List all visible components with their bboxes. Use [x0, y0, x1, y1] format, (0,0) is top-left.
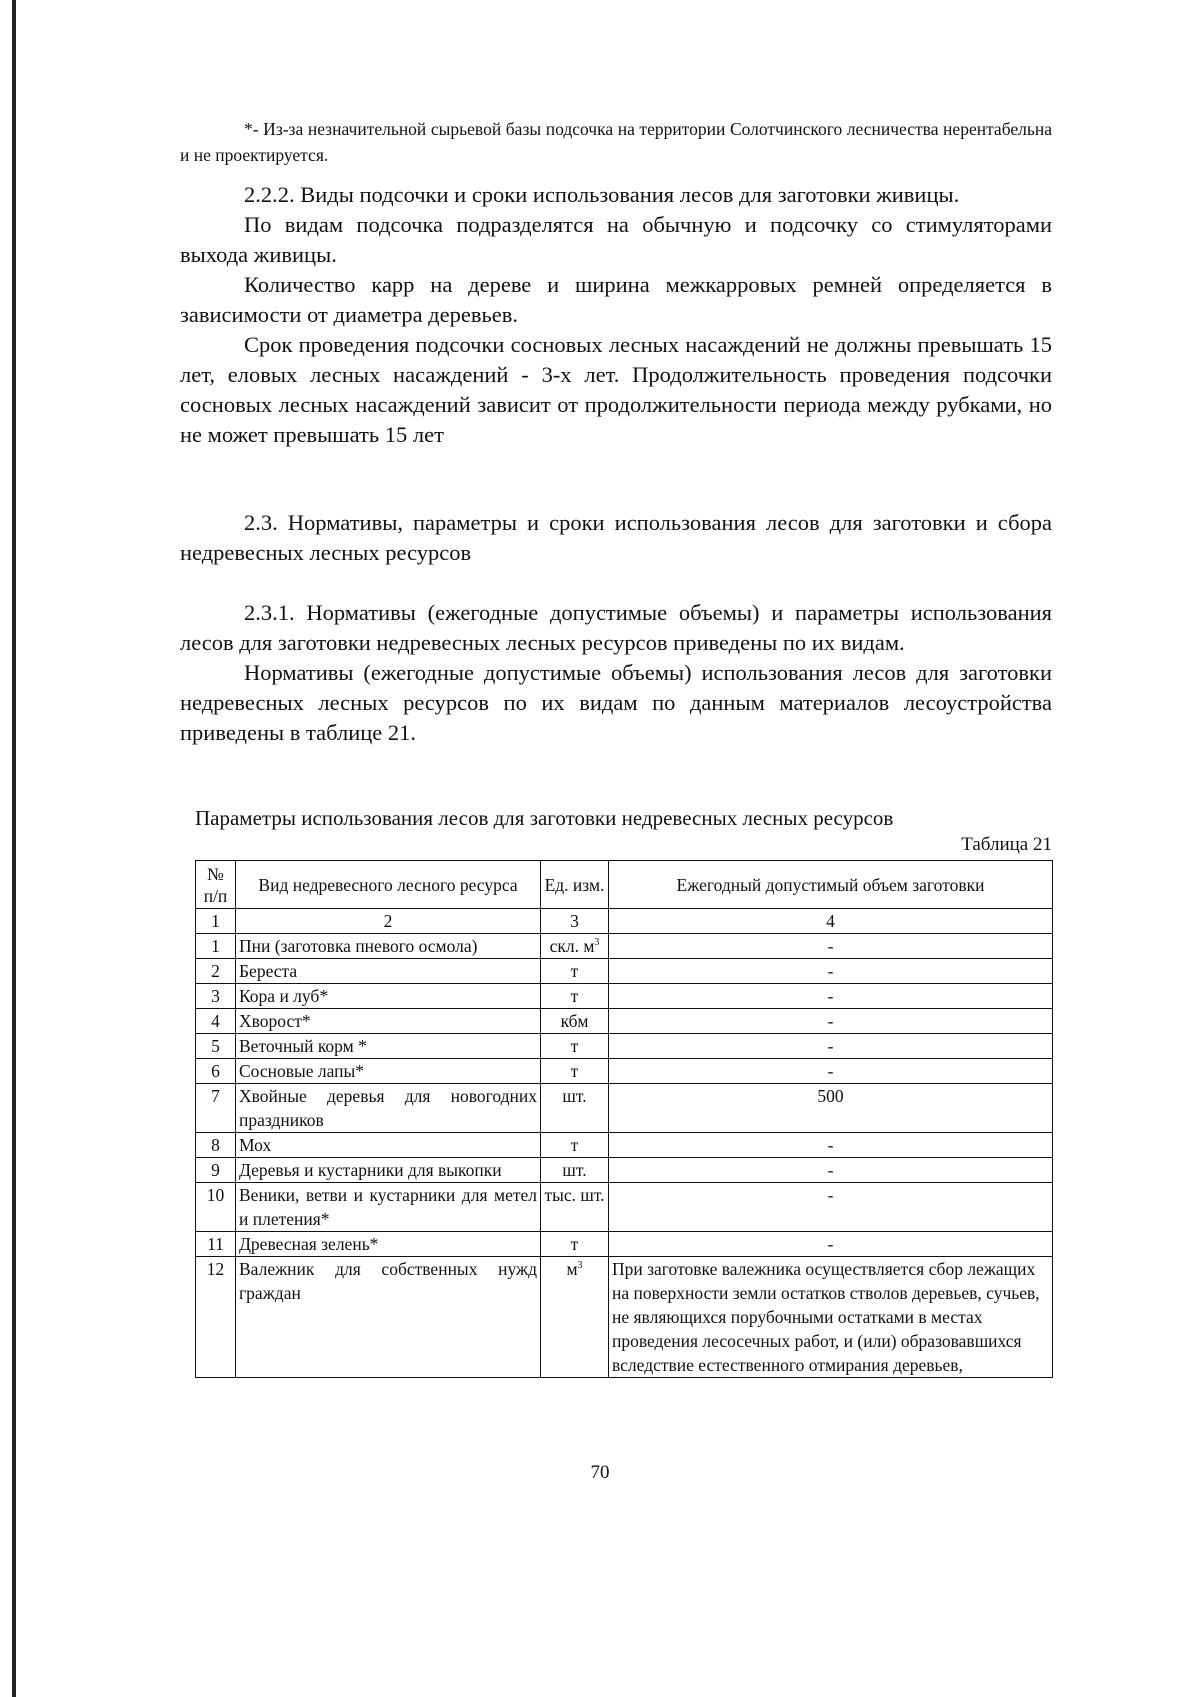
- unit: [541, 934, 609, 959]
- unit-superscript: 3: [577, 1260, 583, 1272]
- row-number: 2: [196, 959, 236, 984]
- unit-text: шт.: [562, 1160, 587, 1180]
- unit: [541, 1158, 609, 1183]
- unit-text: м: [566, 1259, 578, 1279]
- table-row: [196, 984, 1053, 1009]
- row-number: 8: [196, 1133, 236, 1158]
- annual-volume: -: [609, 1059, 1053, 1084]
- resource-name: Веточный корм *: [236, 1034, 541, 1059]
- unit: [541, 1232, 609, 1257]
- table-row: [196, 1232, 1053, 1257]
- section-2-2-2: [180, 180, 1052, 450]
- header-number: № п/п: [196, 861, 236, 909]
- annual-volume: -: [609, 959, 1053, 984]
- row-number: 11: [196, 1232, 236, 1257]
- col-number: 1: [196, 909, 236, 934]
- row-number: 7: [196, 1084, 236, 1133]
- unit: [541, 1183, 609, 1232]
- row-number: 1: [196, 934, 236, 959]
- annual-volume: -: [609, 1034, 1053, 1059]
- annual-volume: -: [609, 1183, 1053, 1232]
- unit-text: т: [570, 986, 579, 1006]
- paragraph: Срок проведения подсочки сосновых лесных насаждений не должны превышать 15 лет, еловых лесных насаждений - 3-х лет. Продолжительность проведения подсочки сосновых лесных насаждений зависит от продолжительности периода между рубками, но не может превышать 15 лет: [180, 332, 1052, 447]
- resource-name: Деревья и кустарники для выкопки: [236, 1158, 541, 1183]
- col-number: 2: [236, 909, 541, 934]
- paragraph: По видам подсочка подразделятся на обычную и подсочку со стимуляторами выхода живицы.: [180, 212, 1052, 267]
- row-number: 6: [196, 1059, 236, 1084]
- table-row: [196, 1009, 1053, 1034]
- unit-text: т: [570, 1135, 579, 1155]
- row-number: 4: [196, 1009, 236, 1034]
- unit-text: тыс. шт.: [544, 1185, 605, 1205]
- row-number: 10: [196, 1183, 236, 1232]
- annual-volume: -: [609, 934, 1053, 959]
- table-row: [196, 1183, 1053, 1232]
- unit: [541, 984, 609, 1009]
- annual-volume: При заготовке валежника осуществляется сбор лежащих на поверхности земли остатков стволов деревьев, сучьев, не являющихся порубочными остатками в местах проведения лесосечных работ, и (или) образовавшихся вследствие естественного отмирания деревьев,: [609, 1257, 1053, 1378]
- paragraph: Нормативы (ежегодные допустимые объемы) использования лесов для заготовки недревесных лесных ресурсов по их видам по данным материалов лесоустройства приведены в таблице 21.: [180, 660, 1052, 745]
- header-resource: Вид недревесного лесного ресурса: [236, 861, 541, 909]
- resource-name: Веники, ветви и кустарники для метел и плетения*: [236, 1183, 541, 1232]
- table-row: [196, 1158, 1053, 1183]
- col-number: 3: [541, 909, 609, 934]
- paragraph: Количество карр на дереве и ширина межкарровых ремней определяется в зависимости от диаметра деревьев.: [180, 272, 1052, 327]
- unit-text: шт.: [562, 1086, 587, 1106]
- table-row: [196, 1034, 1053, 1059]
- annual-volume: -: [609, 1133, 1053, 1158]
- table-number: Таблица 21: [961, 834, 1052, 855]
- table-header-row: [196, 861, 1053, 909]
- resource-name: Сосновые лапы*: [236, 1059, 541, 1084]
- unit-text: т: [570, 1061, 579, 1081]
- annual-volume: -: [609, 1232, 1053, 1257]
- table-row: [196, 934, 1053, 959]
- table-row: [196, 1084, 1053, 1133]
- annual-volume: 500: [609, 1084, 1053, 1133]
- unit: [541, 1009, 609, 1034]
- table-row: [196, 1059, 1053, 1084]
- resource-name: Хвойные деревья для новогодних праздников: [236, 1084, 541, 1133]
- col-number: 4: [609, 909, 1053, 934]
- heading-2-3: 2.3. Нормативы, параметры и сроки использования лесов для заготовки и сбора недревесных лесных ресурсов: [180, 510, 1052, 565]
- resources-table: [195, 860, 1053, 1378]
- resource-name: Древесная зелень*: [236, 1232, 541, 1257]
- unit: [541, 1034, 609, 1059]
- resource-name: Мох: [236, 1133, 541, 1158]
- unit-text: т: [570, 1036, 579, 1056]
- annual-volume: -: [609, 1009, 1053, 1034]
- section-2-3: [180, 508, 1052, 568]
- heading-2-2-2: 2.2.2. Виды подсочки и сроки использования лесов для заготовки живицы.: [244, 182, 960, 207]
- unit: [541, 1059, 609, 1084]
- unit-superscript: 3: [594, 937, 600, 949]
- resource-name: Пни (заготовка пневого осмола): [236, 934, 541, 959]
- scan-border: [12, 0, 16, 1697]
- table-caption: Параметры использования лесов для заготовки недревесных лесных ресурсов: [195, 806, 894, 830]
- row-number: 12: [196, 1257, 236, 1378]
- unit: [541, 1257, 609, 1378]
- table-row: [196, 959, 1053, 984]
- annual-volume: -: [609, 984, 1053, 1009]
- unit: [541, 1133, 609, 1158]
- footnote: *- Из-за незначительной сырьевой базы подсочка на территории Солотчинского лесничества нерентабельна и не проектируется.: [180, 118, 1052, 165]
- annual-volume: -: [609, 1158, 1053, 1183]
- header-volume: Ежегодный допустимый объем заготовки: [609, 861, 1053, 909]
- row-number: 3: [196, 984, 236, 1009]
- page-number: 70: [590, 1462, 610, 1483]
- unit: [541, 959, 609, 984]
- column-numbers-row: [196, 909, 1053, 934]
- heading-2-3-1: 2.3.1. Нормативы (ежегодные допустимые объемы) и параметры использования лесов для заготовки недревесных лесных ресурсов приведены по их видам.: [180, 600, 1052, 655]
- row-number: 9: [196, 1158, 236, 1183]
- table-row: [196, 1257, 1053, 1378]
- unit-text: кбм: [560, 1011, 589, 1031]
- row-number: 5: [196, 1034, 236, 1059]
- unit-text: т: [570, 961, 579, 981]
- resource-name: Береста: [236, 959, 541, 984]
- section-2-3-1: [180, 598, 1052, 748]
- table-row: [196, 1133, 1053, 1158]
- resource-name: Валежник для собственных нужд граждан: [236, 1257, 541, 1378]
- resource-name: Хворост*: [236, 1009, 541, 1034]
- resource-name: Кора и луб*: [236, 984, 541, 1009]
- unit-text: скл. м: [549, 936, 595, 956]
- header-unit: Ед. изм.: [541, 861, 609, 909]
- unit: [541, 1084, 609, 1133]
- unit-text: т: [570, 1234, 579, 1254]
